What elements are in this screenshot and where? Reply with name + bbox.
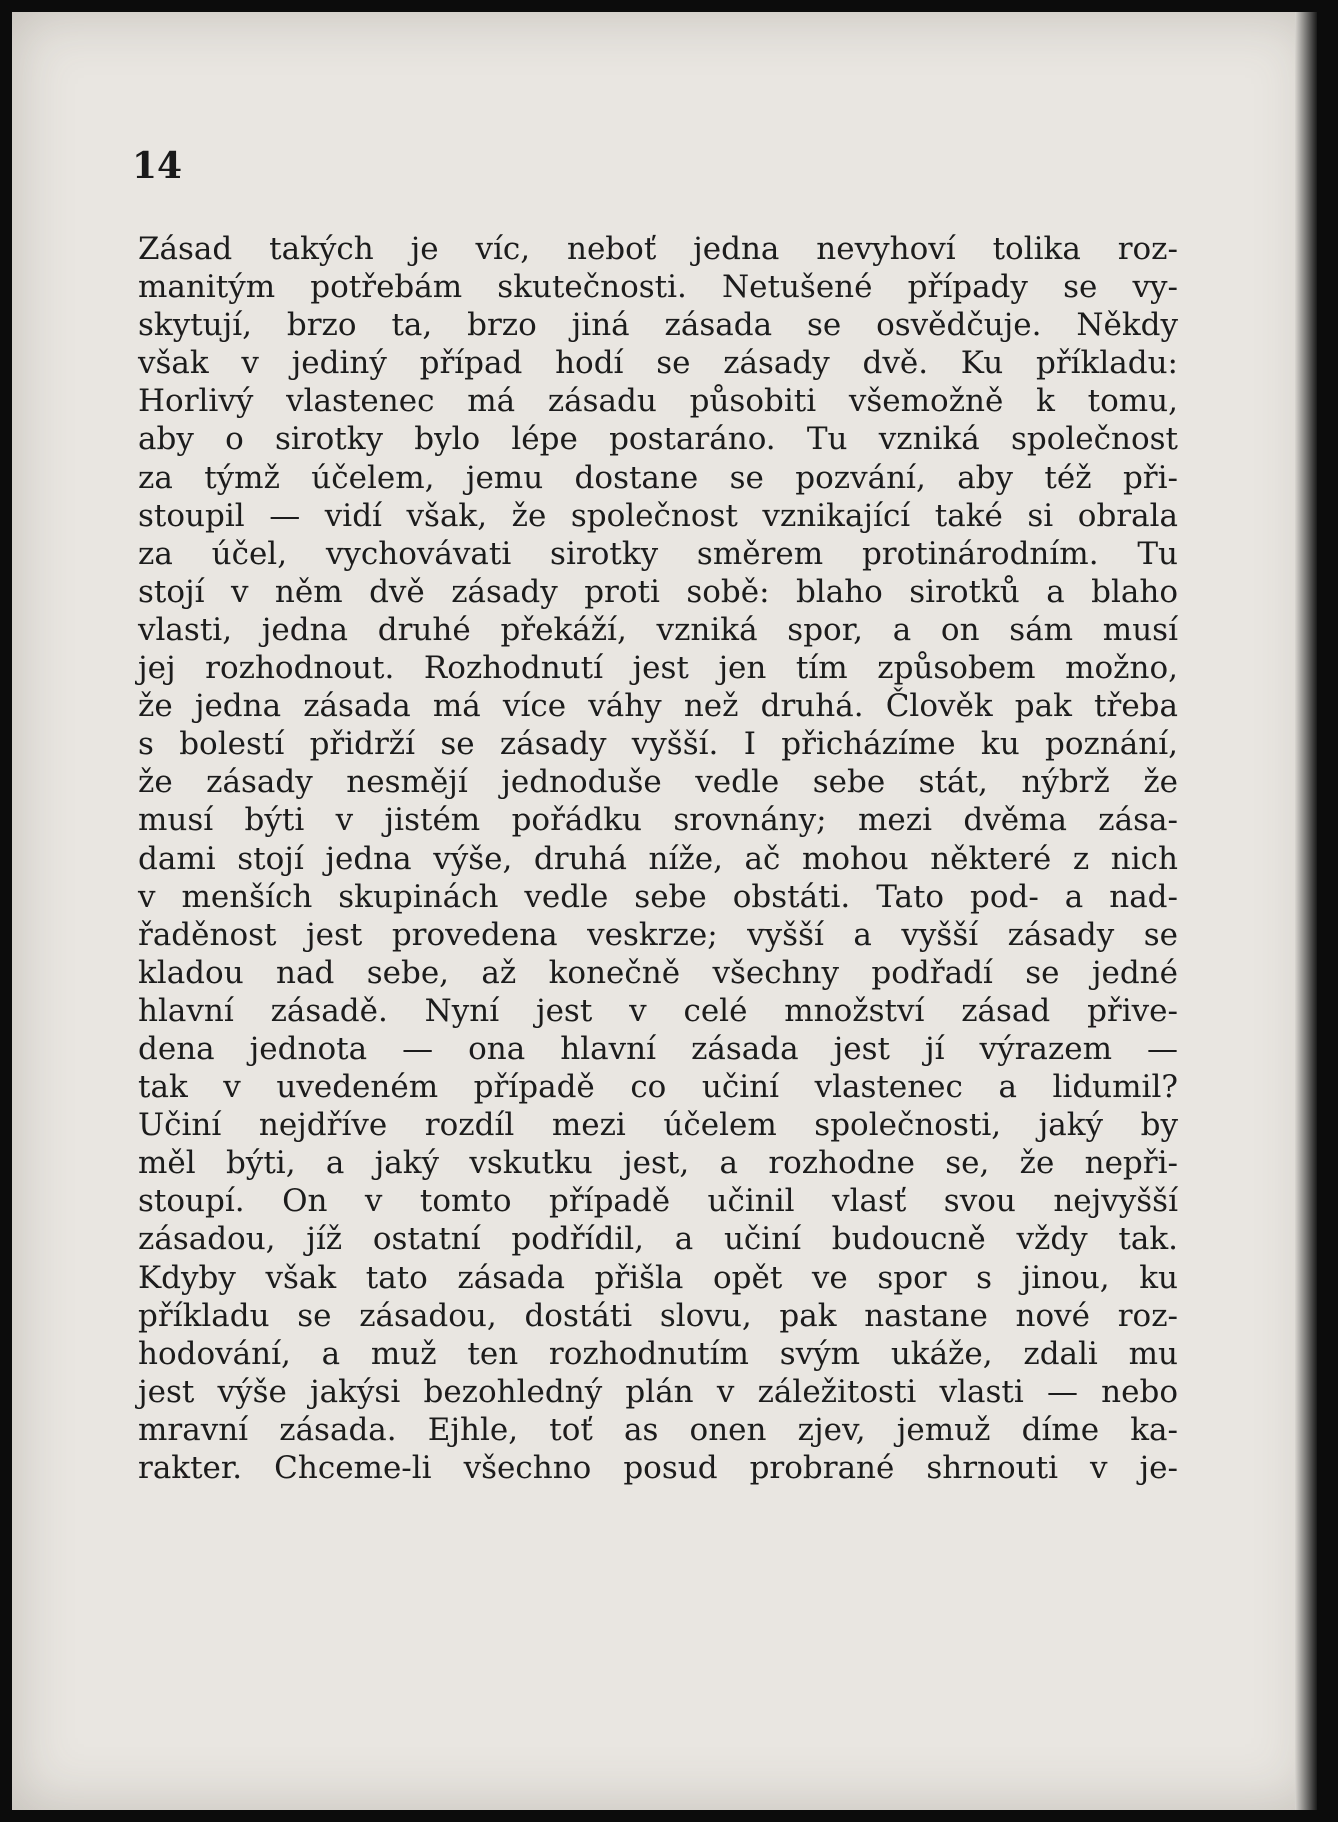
text-line: za týmž účelem, jemu dostane se pozvání, aby též při-	[138, 459, 1178, 496]
text-line: dami stojí jedna výše, druhá níže, ač mohou některé z nich	[138, 840, 1178, 877]
text-line: Zásad takých je víc, neboť jedna nevyhoví tolika roz-	[138, 231, 1178, 267]
text-line: musí býti v jistém pořádku srovnány; mezi dvěma zása-	[138, 802, 1178, 839]
text-line: jest výše jakýsi bezohledný plán v záležitosti vlasti — nebo	[138, 1373, 1178, 1410]
text-line: Kdyby však tato zásada přišla opět ve spor s jinou, ku	[138, 1259, 1178, 1296]
text-line: dena jednota — ona hlavní zásada jest jí výrazem —	[138, 1030, 1178, 1067]
text-line: řaděnost jest provedena veskrze; vyšší a vyšší zásady se	[138, 916, 1178, 953]
text-line: zásadou, jíž ostatní podřídil, a učiní budoucně vždy tak.	[138, 1221, 1178, 1258]
text-line: aby o sirotky bylo lépe postaráno. Tu vzniká společnost	[138, 421, 1178, 458]
text-line: Učiní nejdříve rozdíl mezi účelem společnosti, jaký by	[138, 1107, 1178, 1144]
page-binding-edge	[1295, 12, 1317, 1810]
page-number: 14	[132, 145, 183, 187]
text-line: mravní zásada. Ejhle, toť as onen zjev, jemuž díme ka-	[138, 1411, 1178, 1448]
text-line: příkladu se zásadou, dostáti slovu, pak nastane nové roz-	[138, 1297, 1178, 1334]
text-line: Horlivý vlastenec má zásadu působiti všemožně k tomu,	[138, 383, 1178, 420]
text-line: vlasti, jedna druhé překáží, vzniká spor, a on sám musí	[138, 611, 1178, 648]
text-line: manitým potřebám skutečnosti. Netušené případy se vy-	[138, 269, 1178, 306]
text-line: skytují, brzo ta, brzo jiná zásada se osvědčuje. Někdy	[138, 307, 1178, 344]
text-line: stojí v něm dvě zásady proti sobě: blaho sirotků a blaho	[138, 573, 1178, 610]
text-line: že zásady nesmějí jednoduše vedle sebe stát, nýbrž že	[138, 764, 1178, 801]
text-line: s bolestí přidrží se zásady vyšší. I přicházíme ku poznání,	[138, 726, 1178, 763]
text-line: rakter. Chceme-li všechno posud probrané shrnouti v je-	[138, 1450, 1178, 1486]
text-line: hlavní zásadě. Nyní jest v celé množství zásad přive-	[138, 992, 1178, 1029]
text-line: hodování, a muž ten rozhodnutím svým ukáže, zdali mu	[138, 1335, 1178, 1372]
text-line: že jedna zásada má více váhy než druhá. Člověk pak třeba	[138, 688, 1178, 725]
text-line: kladou nad sebe, až konečně všechny podřadí se jedné	[138, 954, 1178, 991]
text-line: za účel, vychovávati sirotky směrem protinárodním. Tu	[138, 535, 1178, 572]
text-line: měl býti, a jaký vskutku jest, a rozhodne se, že nepři-	[138, 1145, 1178, 1182]
text-line: jej rozhodnout. Rozhodnutí jest jen tím způsobem možno,	[138, 650, 1178, 687]
text-line: však v jediný případ hodí se zásady dvě. Ku příkladu:	[138, 345, 1178, 382]
text-line: stoupí. On v tomto případě učinil vlasť svou nejvyšší	[138, 1183, 1178, 1220]
text-line: stoupil — vidí však, že společnost vznikající také si obrala	[138, 497, 1178, 534]
text-line: tak v uvedeném případě co učiní vlastenec a lidumil?	[138, 1069, 1178, 1106]
text-line: v menších skupinách vedle sebe obstáti. Tato pod- a nad-	[138, 878, 1178, 915]
body-text	[138, 230, 1178, 1487]
book-page	[12, 12, 1317, 1810]
